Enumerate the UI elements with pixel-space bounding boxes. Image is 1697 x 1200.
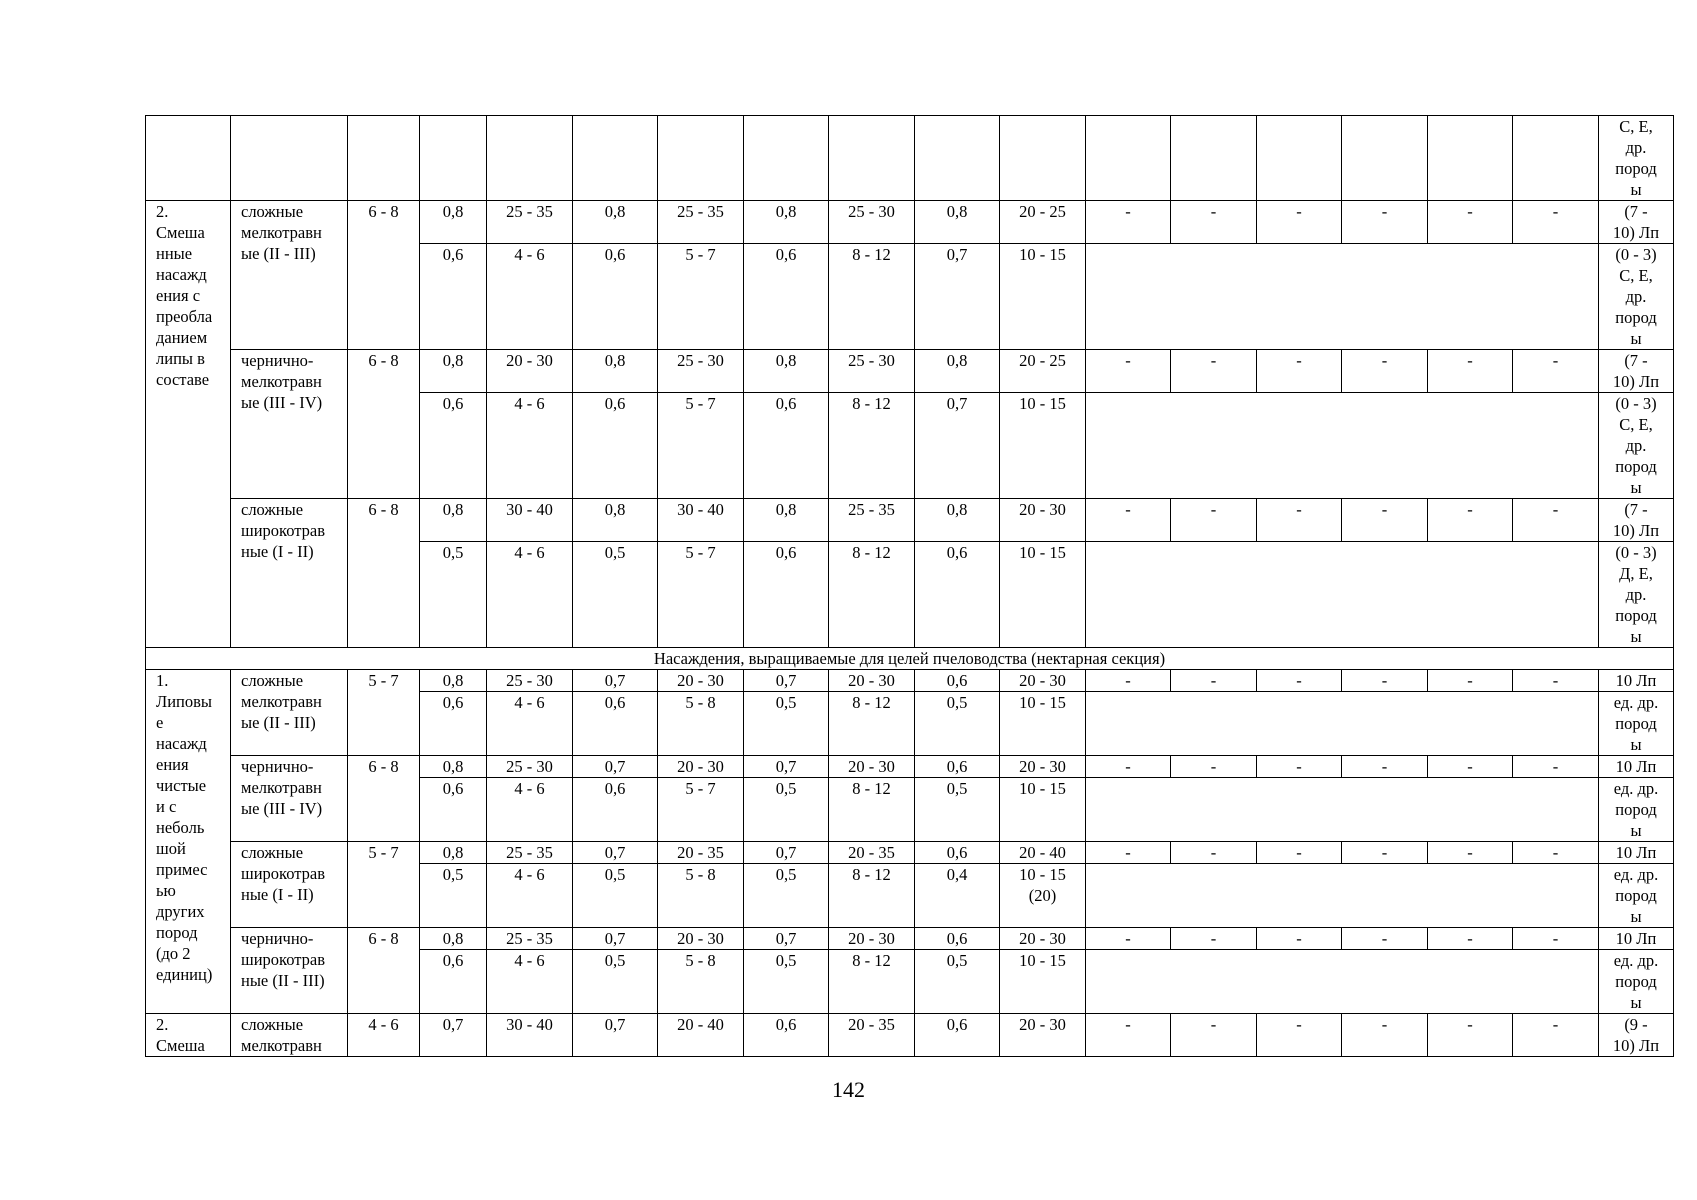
table-cell: 0,8 xyxy=(915,499,1000,542)
table-cell: 0,8 xyxy=(915,201,1000,244)
empty-cell xyxy=(1086,542,1599,648)
dash-cell: - xyxy=(1513,499,1599,542)
dash-cell: - xyxy=(1428,842,1513,864)
table-cell: 8 - 12 xyxy=(829,950,915,1014)
table-cell: 10 - 15 (20) xyxy=(1000,864,1086,928)
dash-cell: - xyxy=(1257,928,1342,950)
empty-cell xyxy=(146,116,231,201)
table-cell: 0,6 xyxy=(420,950,487,1014)
dash-cell: - xyxy=(1428,499,1513,542)
composition-cell: 10 Лп xyxy=(1599,670,1674,692)
table-cell: 0,6 xyxy=(420,692,487,756)
table-cell: 20 - 35 xyxy=(658,842,744,864)
table-cell: 0,7 xyxy=(573,1014,658,1057)
table-cell: 0,6 xyxy=(744,244,829,350)
empty-cell xyxy=(1086,116,1171,201)
table-cell: 5 - 8 xyxy=(658,692,744,756)
table-row xyxy=(146,928,1674,950)
table-cell: 4 - 6 xyxy=(487,542,573,648)
composition-cell: 10 Лп xyxy=(1599,928,1674,950)
dash-cell: - xyxy=(1513,842,1599,864)
dash-cell: - xyxy=(1086,350,1171,393)
table-cell: 0,7 xyxy=(573,842,658,864)
dash-cell: - xyxy=(1171,499,1257,542)
table-cell: 0,8 xyxy=(420,499,487,542)
table-cell: 5 - 8 xyxy=(658,950,744,1014)
age-cell: 6 - 8 xyxy=(348,201,420,350)
dash-cell: - xyxy=(1428,1014,1513,1057)
stand-type: сложные мелкотравн xyxy=(231,1014,348,1057)
table-cell: 0,6 xyxy=(420,393,487,499)
table-cell: 4 - 6 xyxy=(487,393,573,499)
table-cell: 20 - 25 xyxy=(1000,350,1086,393)
table-cell: 20 - 30 xyxy=(487,350,573,393)
composition-cell: (7 - 10) Лп xyxy=(1599,350,1674,393)
table-cell: 8 - 12 xyxy=(829,542,915,648)
table-cell: 25 - 35 xyxy=(658,201,744,244)
table-row xyxy=(146,670,1674,692)
table-row xyxy=(146,648,1674,670)
table-cell: 0,6 xyxy=(915,670,1000,692)
table-cell: 0,6 xyxy=(744,542,829,648)
dash-cell: - xyxy=(1257,499,1342,542)
table-row xyxy=(146,116,1674,201)
empty-cell xyxy=(1086,692,1599,756)
table-cell: 10 - 15 xyxy=(1000,393,1086,499)
empty-cell xyxy=(1086,778,1599,842)
table-cell: 4 - 6 xyxy=(487,950,573,1014)
table-cell: 8 - 12 xyxy=(829,864,915,928)
table-cell: 0,6 xyxy=(915,842,1000,864)
table-cell: 0,5 xyxy=(915,778,1000,842)
table-cell: 0,8 xyxy=(573,350,658,393)
table-cell: 20 - 30 xyxy=(829,928,915,950)
table-cell: 20 - 30 xyxy=(1000,756,1086,778)
page-number: 142 xyxy=(832,1077,865,1102)
dash-cell: - xyxy=(1257,1014,1342,1057)
composition-cell: (7 - 10) Лп xyxy=(1599,201,1674,244)
table-cell: 25 - 30 xyxy=(829,350,915,393)
table-cell: 5 - 7 xyxy=(658,393,744,499)
table-cell: 0,7 xyxy=(744,670,829,692)
section-title: Насаждения, выращиваемые для целей пчеловодства (нектарная секция) xyxy=(146,648,1674,670)
table-cell: 0,6 xyxy=(744,1014,829,1057)
table-cell: 0,8 xyxy=(744,350,829,393)
dash-cell: - xyxy=(1086,499,1171,542)
table-cell: 30 - 40 xyxy=(658,499,744,542)
dash-cell: - xyxy=(1513,928,1599,950)
dash-cell: - xyxy=(1171,928,1257,950)
table-cell: 4 - 6 xyxy=(487,864,573,928)
composition-cell: С, Е, др. пород ы xyxy=(1599,116,1674,201)
composition-cell: (9 - 10) Лп xyxy=(1599,1014,1674,1057)
table-cell: 0,6 xyxy=(744,393,829,499)
table-cell: 0,8 xyxy=(420,756,487,778)
table-cell: 0,5 xyxy=(573,950,658,1014)
table-cell: 20 - 30 xyxy=(1000,928,1086,950)
table-cell: 0,8 xyxy=(573,201,658,244)
table-cell: 25 - 35 xyxy=(487,201,573,244)
table-cell: 4 - 6 xyxy=(487,692,573,756)
table-cell: 25 - 35 xyxy=(829,499,915,542)
empty-cell xyxy=(1342,116,1428,201)
table-cell: 0,7 xyxy=(744,756,829,778)
table-cell: 30 - 40 xyxy=(487,1014,573,1057)
table-cell: 8 - 12 xyxy=(829,393,915,499)
composition-cell: (0 - 3) С, Е, др. пород ы xyxy=(1599,244,1674,350)
table-cell: 20 - 35 xyxy=(829,842,915,864)
dash-cell: - xyxy=(1428,350,1513,393)
empty-cell xyxy=(420,116,487,201)
table-cell: 20 - 40 xyxy=(1000,842,1086,864)
empty-cell xyxy=(487,116,573,201)
dash-cell: - xyxy=(1428,201,1513,244)
dash-cell: - xyxy=(1086,842,1171,864)
table-cell: 0,6 xyxy=(573,692,658,756)
table-cell: 0,8 xyxy=(420,842,487,864)
table-cell: 0,8 xyxy=(573,499,658,542)
dash-cell: - xyxy=(1086,670,1171,692)
empty-cell xyxy=(1428,116,1513,201)
dash-cell: - xyxy=(1257,350,1342,393)
dash-cell: - xyxy=(1171,756,1257,778)
dash-cell: - xyxy=(1342,1014,1428,1057)
table-cell: 0,5 xyxy=(915,692,1000,756)
table-cell: 30 - 40 xyxy=(487,499,573,542)
table-cell: 0,8 xyxy=(420,928,487,950)
table-cell: 10 - 15 xyxy=(1000,778,1086,842)
table-row xyxy=(146,842,1674,864)
table-row xyxy=(146,1014,1674,1057)
table-cell: 0,6 xyxy=(915,928,1000,950)
empty-cell xyxy=(348,116,420,201)
table-row xyxy=(146,350,1674,393)
age-cell: 5 - 7 xyxy=(348,842,420,928)
table-cell: 8 - 12 xyxy=(829,778,915,842)
dash-cell: - xyxy=(1428,928,1513,950)
dash-cell: - xyxy=(1513,670,1599,692)
empty-cell xyxy=(1171,116,1257,201)
table-row xyxy=(146,201,1674,244)
dash-cell: - xyxy=(1513,350,1599,393)
table-cell: 20 - 30 xyxy=(829,756,915,778)
table-cell: 0,5 xyxy=(744,864,829,928)
empty-cell xyxy=(1257,116,1342,201)
table-cell: 25 - 35 xyxy=(487,928,573,950)
table-cell: 8 - 12 xyxy=(829,692,915,756)
stand-type: сложные широкотрав ные (I - II) xyxy=(231,842,348,928)
dash-cell: - xyxy=(1513,1014,1599,1057)
dash-cell: - xyxy=(1171,201,1257,244)
table-cell: 0,7 xyxy=(744,842,829,864)
table-cell: 0,5 xyxy=(420,542,487,648)
composition-cell: 10 Лп xyxy=(1599,842,1674,864)
dash-cell: - xyxy=(1257,201,1342,244)
dash-cell: - xyxy=(1513,201,1599,244)
table-cell: 20 - 30 xyxy=(829,670,915,692)
age-cell: 6 - 8 xyxy=(348,928,420,1014)
table-cell: 10 - 15 xyxy=(1000,692,1086,756)
table-cell: 25 - 30 xyxy=(487,670,573,692)
dash-cell: - xyxy=(1171,842,1257,864)
table-cell: 5 - 7 xyxy=(658,778,744,842)
table-cell: 20 - 30 xyxy=(1000,1014,1086,1057)
table-cell: 0,6 xyxy=(573,778,658,842)
empty-cell xyxy=(231,116,348,201)
table-row xyxy=(146,499,1674,542)
group-label: 2. Смеша xyxy=(146,1014,231,1057)
age-cell: 4 - 6 xyxy=(348,1014,420,1057)
empty-cell xyxy=(1000,116,1086,201)
table-cell: 0,8 xyxy=(420,201,487,244)
dash-cell: - xyxy=(1086,928,1171,950)
table-cell: 5 - 7 xyxy=(658,542,744,648)
table-cell: 0,6 xyxy=(573,244,658,350)
table-cell: 0,6 xyxy=(420,778,487,842)
table-cell: 20 - 35 xyxy=(829,1014,915,1057)
dash-cell: - xyxy=(1257,756,1342,778)
table-cell: 5 - 8 xyxy=(658,864,744,928)
age-cell: 6 - 8 xyxy=(348,499,420,648)
dash-cell: - xyxy=(1171,350,1257,393)
composition-cell: ед. др. пород ы xyxy=(1599,950,1674,1014)
composition-cell: (7 - 10) Лп xyxy=(1599,499,1674,542)
table-cell: 0,4 xyxy=(915,864,1000,928)
composition-cell: (0 - 3) С, Е, др. пород ы xyxy=(1599,393,1674,499)
age-cell: 6 - 8 xyxy=(348,756,420,842)
empty-cell xyxy=(1086,864,1599,928)
table-cell: 0,5 xyxy=(744,692,829,756)
table-cell: 0,5 xyxy=(915,950,1000,1014)
dash-cell: - xyxy=(1171,670,1257,692)
table-cell: 0,8 xyxy=(420,670,487,692)
table-cell: 25 - 35 xyxy=(487,842,573,864)
table-cell: 8 - 12 xyxy=(829,244,915,350)
table-cell: 0,6 xyxy=(915,1014,1000,1057)
dash-cell: - xyxy=(1342,670,1428,692)
age-cell: 6 - 8 xyxy=(348,350,420,499)
table-cell: 20 - 30 xyxy=(1000,670,1086,692)
dash-cell: - xyxy=(1342,350,1428,393)
table-cell: 0,7 xyxy=(420,1014,487,1057)
empty-cell xyxy=(1086,950,1599,1014)
stand-type: чернично- широкотрав ные (II - III) xyxy=(231,928,348,1014)
stand-type: сложные мелкотравн ые (II - III) xyxy=(231,670,348,756)
table-row xyxy=(146,756,1674,778)
dash-cell: - xyxy=(1513,756,1599,778)
dash-cell: - xyxy=(1257,842,1342,864)
dash-cell: - xyxy=(1171,1014,1257,1057)
stand-type: чернично- мелкотравн ые (III - IV) xyxy=(231,756,348,842)
table-cell: 0,8 xyxy=(744,201,829,244)
table-cell: 0,6 xyxy=(573,393,658,499)
table-cell: 20 - 30 xyxy=(1000,499,1086,542)
age-cell: 5 - 7 xyxy=(348,670,420,756)
dash-cell: - xyxy=(1342,756,1428,778)
forestry-table xyxy=(145,115,1674,1057)
composition-cell: ед. др. пород ы xyxy=(1599,778,1674,842)
dash-cell: - xyxy=(1428,670,1513,692)
table-cell: 0,7 xyxy=(573,670,658,692)
composition-cell: 10 Лп xyxy=(1599,756,1674,778)
dash-cell: - xyxy=(1086,201,1171,244)
dash-cell: - xyxy=(1086,756,1171,778)
table-cell: 20 - 30 xyxy=(658,670,744,692)
table-cell: 0,6 xyxy=(915,542,1000,648)
table-cell: 10 - 15 xyxy=(1000,542,1086,648)
dash-cell: - xyxy=(1086,1014,1171,1057)
stand-type: сложные широкотрав ные (I - II) xyxy=(231,499,348,648)
composition-cell: (0 - 3) Д, Е, др. пород ы xyxy=(1599,542,1674,648)
table-cell: 0,7 xyxy=(744,928,829,950)
table-cell: 20 - 40 xyxy=(658,1014,744,1057)
table-cell: 0,8 xyxy=(915,350,1000,393)
table-cell: 20 - 30 xyxy=(658,928,744,950)
composition-cell: ед. др. пород ы xyxy=(1599,692,1674,756)
table-cell: 0,7 xyxy=(915,244,1000,350)
empty-cell xyxy=(829,116,915,201)
table-cell: 0,5 xyxy=(573,542,658,648)
table-cell: 0,8 xyxy=(744,499,829,542)
stand-type: чернично- мелкотравн ые (III - IV) xyxy=(231,350,348,499)
table-cell: 0,5 xyxy=(744,950,829,1014)
table-cell: 5 - 7 xyxy=(658,244,744,350)
table-cell: 10 - 15 xyxy=(1000,244,1086,350)
group-label: 1. Липовы е насажд ения чистые и с неболь шой примес ью других пород (до 2 единиц) xyxy=(146,670,231,1014)
table-cell: 4 - 6 xyxy=(487,244,573,350)
table-cell: 4 - 6 xyxy=(487,778,573,842)
table-cell: 0,5 xyxy=(573,864,658,928)
table-cell: 20 - 30 xyxy=(658,756,744,778)
table-cell: 0,7 xyxy=(573,928,658,950)
empty-cell xyxy=(1086,393,1599,499)
dash-cell: - xyxy=(1342,842,1428,864)
stand-type: сложные мелкотравн ые (II - III) xyxy=(231,201,348,350)
empty-cell xyxy=(1513,116,1599,201)
empty-cell xyxy=(744,116,829,201)
table-cell: 0,7 xyxy=(915,393,1000,499)
table-cell: 0,8 xyxy=(420,350,487,393)
dash-cell: - xyxy=(1428,756,1513,778)
table-cell: 10 - 15 xyxy=(1000,950,1086,1014)
dash-cell: - xyxy=(1342,499,1428,542)
group-label: 2. Смеша нные насажд ения с преобла данием липы в составе xyxy=(146,201,231,648)
composition-cell: ед. др. пород ы xyxy=(1599,864,1674,928)
table-cell: 0,5 xyxy=(420,864,487,928)
empty-cell xyxy=(573,116,658,201)
table-cell: 0,5 xyxy=(744,778,829,842)
table-cell: 25 - 30 xyxy=(829,201,915,244)
table-cell: 0,7 xyxy=(573,756,658,778)
dash-cell: - xyxy=(1257,670,1342,692)
dash-cell: - xyxy=(1342,201,1428,244)
table-cell: 0,6 xyxy=(915,756,1000,778)
dash-cell: - xyxy=(1342,928,1428,950)
empty-cell xyxy=(1086,244,1599,350)
empty-cell xyxy=(915,116,1000,201)
empty-cell xyxy=(658,116,744,201)
table-cell: 25 - 30 xyxy=(487,756,573,778)
table-cell: 20 - 25 xyxy=(1000,201,1086,244)
table-cell: 0,6 xyxy=(420,244,487,350)
table-cell: 25 - 30 xyxy=(658,350,744,393)
